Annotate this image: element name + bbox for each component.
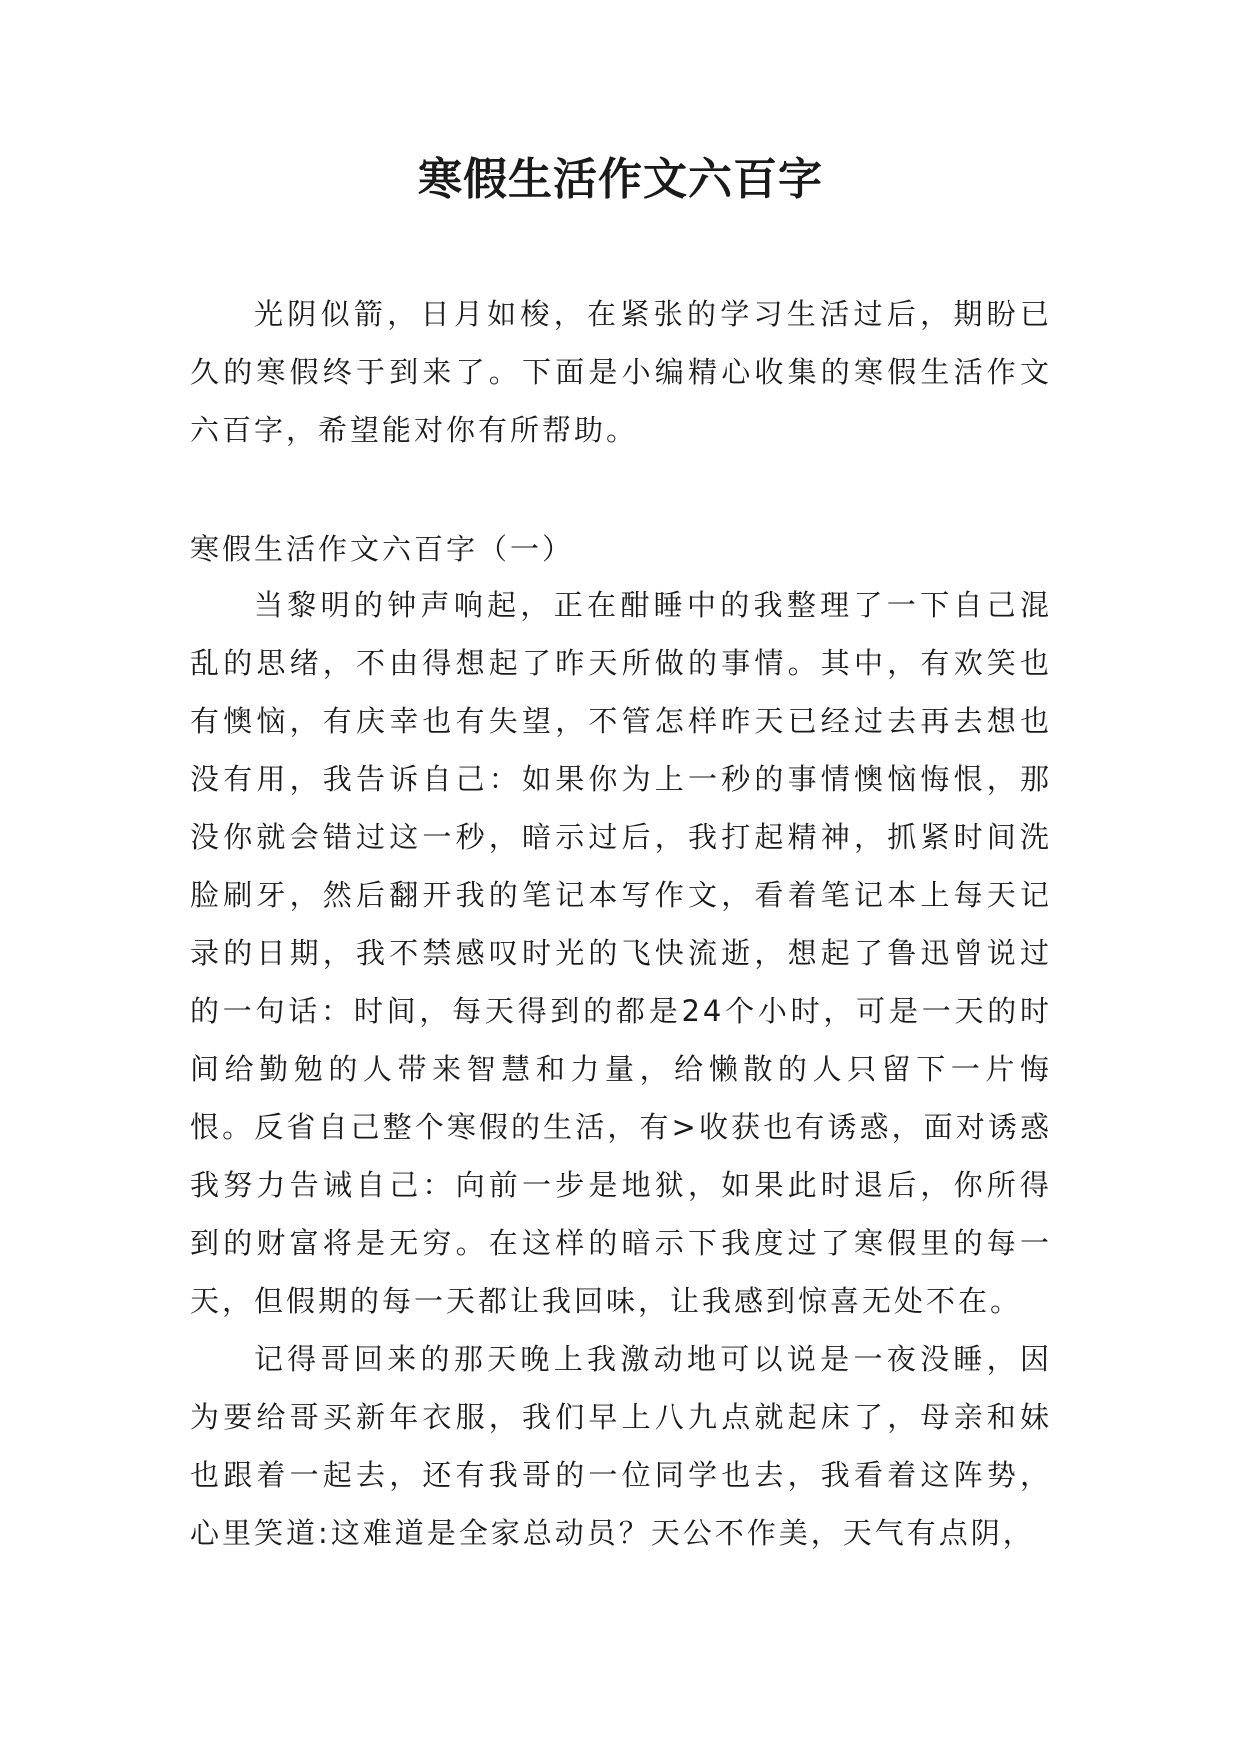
- section-heading: 寒假生活作文六百字（一）: [190, 532, 575, 566]
- essay-body: [190, 576, 1052, 1562]
- intro-paragraph: 光阴似箭，日月如梭，在紧张的学习生活过后，期盼已久的寒假终于到来了。下面是小编精心收集的寒假生活作文六百字，希望能对你有所帮助。: [190, 297, 1052, 447]
- document-title: 寒假生活作文六百字: [418, 154, 823, 205]
- essay-paragraph: 记得哥回来的那天晚上我激动地可以说是一夜没睡，因为要给哥买新年衣服，我们早上八九点就起床了，母亲和妹也跟着一起去，还有我哥的一位同学也去，我看着这阵势，心里笑道:这难道是全家总动员？天公不作美，天气有点阴，: [190, 1342, 1052, 1550]
- essay-paragraph: 当黎明的钟声响起，正在酣睡中的我整理了一下自己混乱的思绪，不由得想起了昨天所做的事情。其中，有欢笑也有懊恼，有庆幸也有失望，不管怎样昨天已经过去再去想也没有用，我告诉自己：如果你为上一秒的事情懊恼悔恨，那没你就会错过这一秒，暗示过后，我打起精神，抓紧时间洗脸刷牙，然后翻开我的笔记本写作文，看着笔记本上每天记录的日期，我不禁感叹时光的飞快流逝，想起了鲁迅曾说过的一句话：时间，每天得到的都是24个小时，可是一天的时间给勤勉的人带来智慧和力量，给懒散的人只留下一片悔恨。反省自己整个寒假的生活，有>收获也有诱惑，面对诱惑我努力告诫自己：向前一步是地狱，如果此时退后，你所得到的财富将是无穷。在这样的暗示下我度过了寒假里的每一天，但假期的每一天都让我回味，让我感到惊喜无处不在。: [190, 588, 1052, 1318]
